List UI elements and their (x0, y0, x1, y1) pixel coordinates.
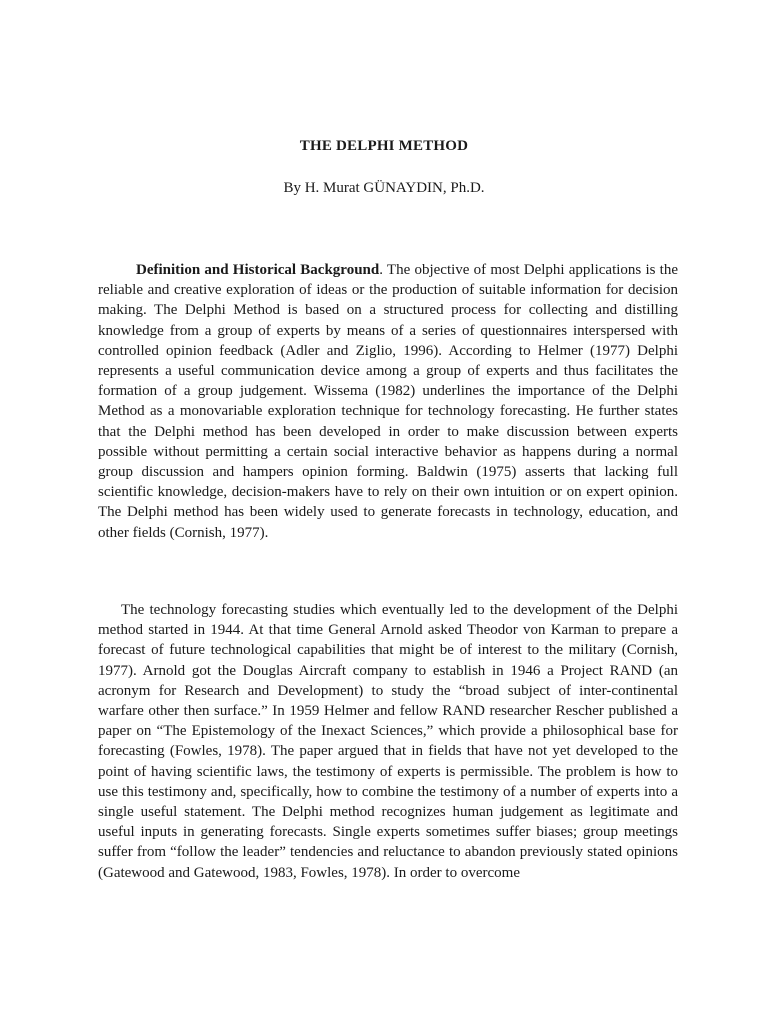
paragraph-text: The technology forecasting studies which eventually led to the development of the Delphi method started in 1944. At that time General Arnold asked Theodor von Karman to prepare a forecast of future technological capabilities that might be of interest to the military (Cornish, 1977). Arnold got the Douglas Aircraft company to establish in 1946 a Project RAND (an acronym for Research and Development) to study the “broad subject of inter-continental warfare other then surface.” In 1959 Helmer and fellow RAND researcher Rescher published a paper on “The Epistemology of the Inexact Sciences,” which provide a philosophical base for forecasting (Fowles, 1978). The paper argued that in fields that have not yet developed to the point of having scientific laws, the testimony of experts is permissible. The problem is how to use this testimony and, specifically, how to combine the testimony of a number of experts into a single useful statement. The Delphi method recognizes human judgement as legitimate and useful inputs in generating forecasts. Single experts sometimes suffer biases; group meetings suffer from “follow the leader” tendencies and reluctance to abandon previously stated opinions (Gatewood and Gatewood, 1983, Fowles, 1978). In order to overcome (98, 602, 678, 881)
paragraph-history (98, 600, 678, 883)
paragraph-definition (98, 260, 678, 543)
author-byline: By H. Murat GÜNAYDIN, Ph.D. (283, 180, 485, 196)
section-heading: Definition and Historical Background (136, 262, 380, 278)
paragraph-text: . The objective of most Delphi applications is the reliable and creative exploration of ideas or the production of suitable information for decision making. The Delphi Method is based on a structured process for collecting and distilling knowledge from a group of experts by means of a series of questionnaires interspersed with controlled opinion feedback (Adler and Ziglio, 1996). According to Helmer (1977) Delphi represents a useful communication device among a group of experts and thus facilitates the formation of a group judgement. Wissema (1982) underlines the importance of the Delphi Method as a monovariable exploration technique for technology forecasting. He further states that the Delphi method has been developed in order to make discussion between experts possible without permitting a certain social interactive behavior as happens during a normal group discussion and hampers opinion forming. Baldwin (1975) asserts that lacking full scientific knowledge, decision-makers have to rely on their own intuition or on expert opinion. The Delphi method has been widely used to generate forecasts in technology, education, and other fields (Cornish, 1977). (98, 262, 679, 541)
document-title: THE DELPHI METHOD (299, 138, 469, 154)
